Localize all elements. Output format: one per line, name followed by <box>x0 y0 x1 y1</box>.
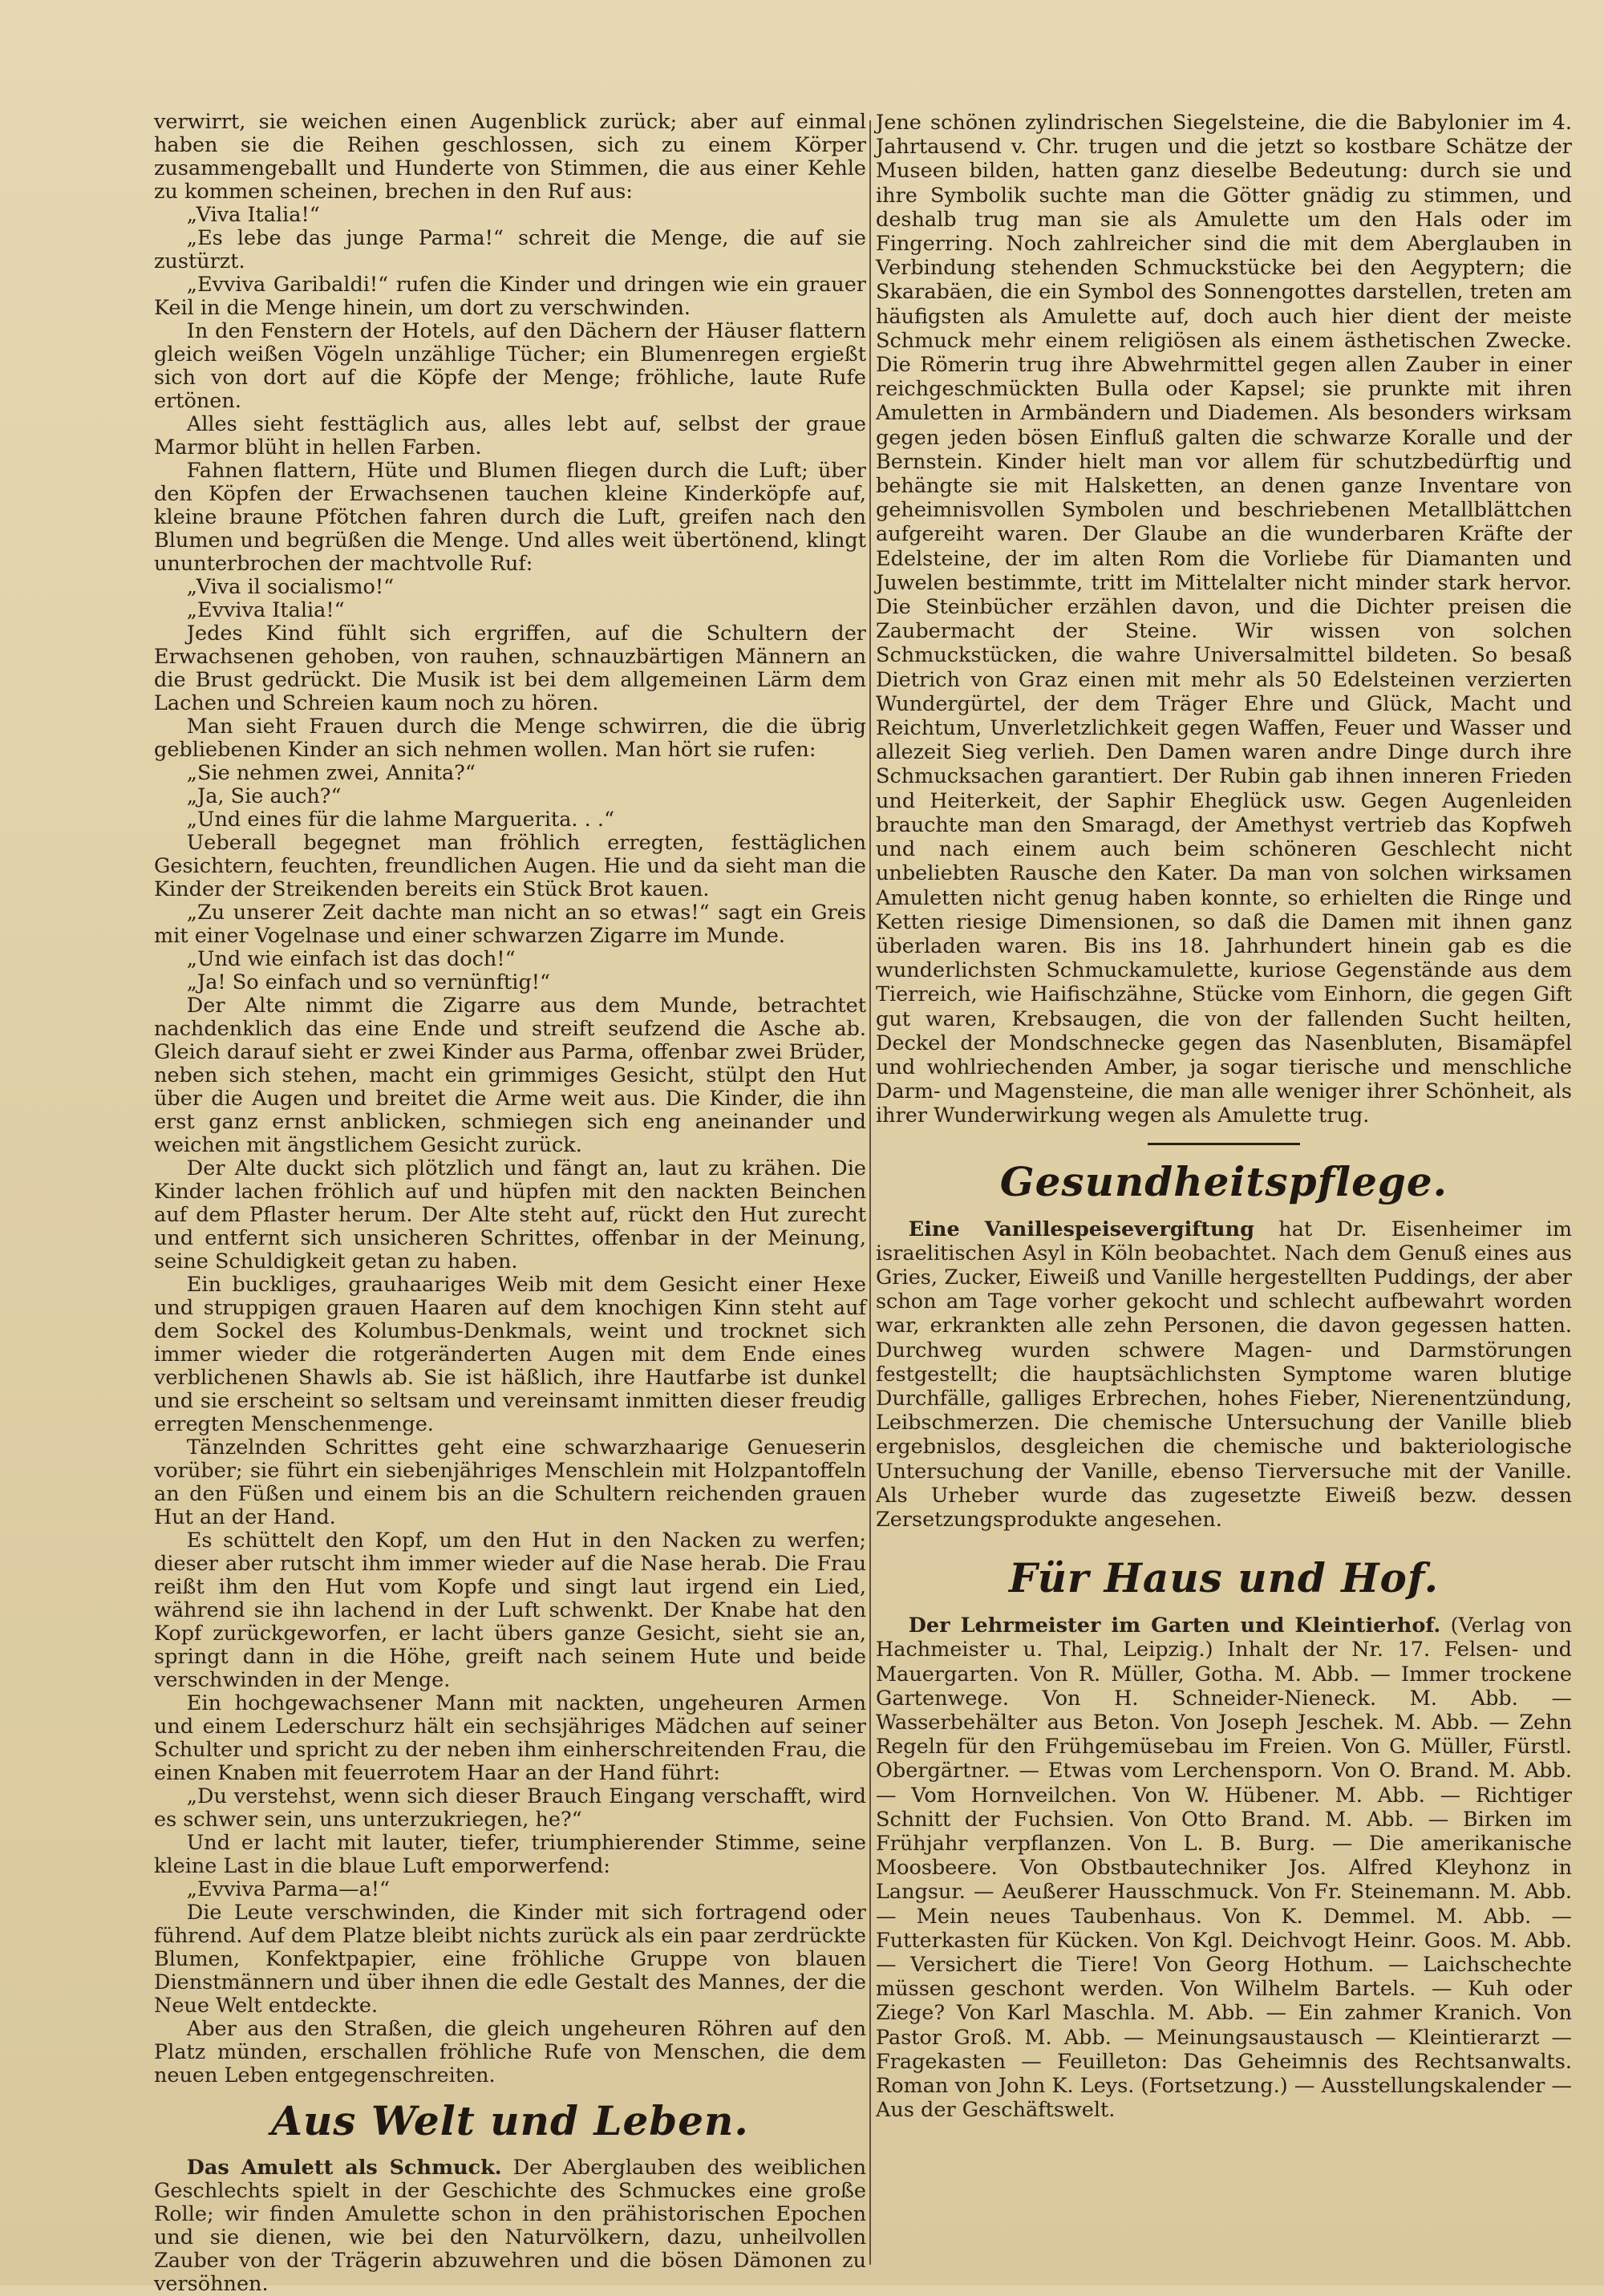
story-paragraph: Aber aus den Straßen, die gleich ungeheuren Röhren auf den Platz münden, erschallen fröhliche Rufe von Menschen, die dem neuen Leben entgegenschreiten. <box>154 2017 866 2087</box>
story-paragraph: „Evviva Parma—a!“ <box>186 1877 391 1901</box>
story-paragraph: Der Alte duckt sich plötzlich und fängt an, laut zu krähen. Die Kinder lachen fröhlich auf und hüpfen mit den nackten Beinchen auf dem Pflaster herum. Der Alte steht auf, rückt den Hut zurecht und entfernt sich unsicheren Schrittes, offenbar in der Meinung, seine Schuldigkeit getan zu haben. <box>154 1156 866 1274</box>
story-paragraph: „Evviva Garibaldi!“ rufen die Kinder und dringen wie ein grauer Keil in die Menge hinein, um dort zu verschwinden. <box>154 273 866 320</box>
story-paragraph: „Sie nehmen zwei, Annita?“ <box>186 761 476 785</box>
lehrmeister-lead: Der Lehrmeister im Garten und Kleintierhof. <box>908 1614 1441 1638</box>
story-paragraph: Man sieht Frauen durch die Menge schwirren, die die übrig gebliebenen Kinder an sich nehmen wollen. Man hört sie rufen: <box>154 715 866 762</box>
section-heading-gesundheitspflege: Gesundheitspflege. <box>999 1157 1448 1205</box>
lehrmeister-paragraph <box>876 1614 1572 2122</box>
story-paragraph: „Es lebe das junge Parma!“ schreit die Menge, die auf sie zustürzt. <box>154 226 866 273</box>
column-divider <box>869 120 871 2265</box>
amulett-paragraph <box>154 2156 866 2296</box>
story-paragraph: In den Fenstern der Hotels, auf den Dächern der Häuser flattern gleich weißen Vögeln unzählige Tücher; ein Blumenregen ergießt sich von dort auf die Köpfe der Menge; fröhliche, laute Rufe ertönen. <box>154 319 866 413</box>
section-heading-fuer-haus-und-hof: Für Haus und Hof. <box>1008 1554 1440 1602</box>
story-paragraph: „Ja, Sie auch?“ <box>186 784 342 808</box>
left-column <box>154 110 866 2296</box>
story-paragraph: Alles sieht festtäglich aus, alles lebt auf, selbst der graue Marmor blüht in hellen Farben. <box>154 412 866 460</box>
story-paragraph: „Viva il socialismo!“ <box>186 575 395 599</box>
story-paragraph: Es schüttelt den Kopf, um den Hut in den Nacken zu werfen; dieser aber rutscht ihm immer wieder auf die Nase herab. Die Frau reißt ihm den Hut vom Kopfe und singt laut irgend ein Lied, während sie ihn lachend in der Luft schwenkt. Der Knabe hat den Kopf zurückgeworfen, er lacht übers ganze Gesicht, sieht sie an, springt dann in die Höhe, greift nach seinem Hute und beide verschwinden in der Menge. <box>154 1529 866 1692</box>
story-paragraph: Und er lacht mit lauter, tiefer, triumphierender Stimme, seine kleine Last in die blaue Luft emporwerfend: <box>154 1831 866 1878</box>
lehrmeister-text: (Verlag von Hachmeister u. Thal, Leipzig.) Inhalt der Nr. 17. Felsen- und Mauergarten. Von R. Müller, Gotha. M. Abb. — Immer trockene Gartenwege. Von H. Schneider-Nieneck. M. Abb. — Wasserbehälter aus Beton. Von Joseph Jeschek. M. Abb. — Zehn Regeln für den Frühgemüsebau im Freien. Von G. Müller, Fürstl. Obergärtner. — Etwas vom Lerchensporn. Von O. Brand. M. Abb. — Vom Hornveilchen. Von W. Hübener. M. Abb. — Richtiger Schnitt der Fuchsien. Von Otto Brand. M. Abb. — Birken im Frühjahr verpflanzen. Von L. B. Burg. — Die amerikanische Moosbeere. Von Obstbautechniker Jos. Alfred Kleyhonz in Langsur. — Aeußerer Hausschmuck. Von Fr. Steinemann. M. Abb. — Mein neues Taubenhaus. Von K. Demmel. M. Abb. — Futterkasten für Kücken. Von Kgl. Deichvogt Heinr. Goos. M. Abb. — Versichert die Tiere! Von Georg Hothum. — Laichschechte müssen geschont werden. Von Wilhelm Bartels. — Kuh oder Ziege? Von Karl Maschla. M. Abb. — Ein zahmer Kranich. Von Pastor Groß. M. Abb. — Meinungsaustausch — Kleintierarzt — Fragekasten — Feuilleton: Das Geheimnis des Rechtsanwalts. Roman von John K. Leys. (Fortsetzung.) — Ausstellungskalender — Aus der Geschäftswelt. <box>876 1614 1573 2123</box>
story-paragraph: Der Alte nimmt die Zigarre aus dem Munde, betrachtet nachdenklich das eine Ende und streift seufzend die Asche ab. Gleich darauf sieht er zwei Kinder aus Parma, offenbar zwei Brüder, neben sich stehen, macht ein grimmiges Gesicht, stülpt den Hut über die Augen und breitet die Arme weit aus. Die Kinder, die ihn erst ganz ernst anblicken, schmiegen sich eng aneinander und weichen mit ängstlichem Gesicht zurück. <box>154 994 866 1157</box>
story-paragraph: „Evviva Italia!“ <box>186 598 345 622</box>
right-column <box>876 111 1572 2270</box>
vanille-lead: Eine Vanillespeisevergiftung <box>908 1217 1254 1241</box>
story-paragraph: „Und eines für die lahme Marguerita. . .“ <box>186 808 614 832</box>
story-paragraph: „Und wie einfach ist das doch!“ <box>186 947 516 971</box>
amulett-lead: Das Amulett als Schmuck. <box>186 2156 502 2180</box>
story-paragraph: „Du verstehst, wenn sich dieser Brauch Eingang verschafft, wird es schwer sein, uns unterzukriegen, he?“ <box>154 1784 866 1832</box>
story-paragraph: Jedes Kind fühlt sich ergriffen, auf die Schultern der Erwachsenen gehoben, von rauhen, schnauzbärtigen Männern an die Brust gedrückt. Die Musik ist bei dem allgemeinen Lärm dem Lachen und Schreien kaum noch zu hören. <box>154 622 866 715</box>
story-paragraph: Tänzelnden Schrittes geht eine schwarzhaarige Genueserin vorüber; sie führt ein siebenjähriges Menschlein mit Holzpantoffeln an den Füßen und einem bis an die Schultern reichenden grauen Hut an der Hand. <box>154 1436 866 1529</box>
story-paragraph: „Ja! So einfach und so vernünftig!“ <box>186 970 551 994</box>
vanille-text: hat Dr. Eisenheimer im israelitischen Asyl in Köln beobachtet. Nach dem Genuß eines aus Gries, Zucker, Eiweiß und Vanille hergestellten Puddings, der aber schon am Tage vorher gekocht und schlecht aufbewahrt worden war, erkrankten alle zehn Personen, die davon gegessen hatten. Durchweg wurden schwere Magen- und Darmstörungen festgestellt; die hauptsächlichsten Symptome waren blutige Durchfälle, galliges Erbrechen, hohes Fieber, Nierenentzündung, Leibschmerzen. Die chemische Untersuchung der Vanille blieb ergebnislos, desgleichen die chemische und bakteriologische Untersuchung der Vanille, ebenso Tierversuche mit der Vanille. Als Urheber wurde das zugesetzte Eiweiß bezw. dessen Zersetzungsprodukte angesehen. <box>876 1217 1573 1532</box>
story-paragraph: Die Leute verschwinden, die Kinder mit sich fortragend oder führend. Auf dem Platze bleibt nichts zurück als ein paar zerdrückte Blumen, Konfektpapier, eine fröhliche Gruppe von blauen Dienstmännern und über ihnen die edle Gestalt des Mannes, der die Neue Welt entdeckte. <box>154 1901 866 2018</box>
section-gap <box>876 1532 1572 1545</box>
amulett-text: Der Aberglauben des weiblichen Geschlechts spielt in der Geschichte des Schmuckes eine große Rolle; wir finden Amulette schon in den prähistorischen Epochen und sie dienen, wie bei den Naturvölkern, dazu, unheilvollen Zauber von der Trägerin abzuwehren und die bösen Dämonen zu versöhnen. <box>154 2156 866 2296</box>
amulett-continuation: Jene schönen zylindrischen Siegelsteine, die die Babylonier im 4. Jahrtausend v. Chr. trugen und die jetzt so kostbare Schätze der Museen bilden, hatten ganz dieselbe Bedeutung: durch sie und ihre Symbolik suchte man die Götter gnädig zu stimmen, und deshalb trug man sie als Amulette um den Hals oder im Fingerring. Noch zahlreicher sind die mit dem Aberglauben in Verbindung stehenden Schmuckstücke bei den Aegyptern; die Skarabäen, die ein Symbol des Sonnengottes darstellen, treten am häufigsten als Amulette auf, doch auch hier dient der meiste Schmuck mehr einem religiösen als einem ästhetischen Zwecke. Die Römerin trug ihre Abwehrmittel gegen allen Zauber in einer reichgeschmückten Bulla oder Kapsel; sie prunkte mit ihren Amuletten in Armbändern und Diademen. Als besonders wirksam gegen jeden bösen Einfluß galten die schwarze Koralle und der Bernstein. Kinder hielt man vor allem für schutzbedürftig und behängte sie mit Halsketten, an denen ganze Inventare von geheimnisvollen Symbolen und beschriebenen Metallblättchen aufgereiht waren. Der Glaube an die wunderbaren Kräfte der Edelsteine, der im alten Rom die Vorliebe für Diamanten und Juwelen bestimmte, tritt im Mittelalter nicht minder stark hervor. Die Steinbücher erzählen davon, und die Dichter preisen die Zaubermacht der Steine. Wir wissen von solchen Schmuckstücken, die wahre Universalmittel bildeten. So besaß Dietrich von Graz einen mit mehr als 50 Edelsteinen verzierten Wundergürtel, der dem Träger Ehre und Glück, Macht und Reichtum, Unverletzlichkeit gegen Waffen, Feuer und Wasser und allezeit Sieg verlieh. Den Damen waren andre Dinge durch ihre Schmucksachen garantiert. Der Rubin gab ihnen inneren Frieden und Heiterkeit, der Saphir Eheglück usw. Gegen Augenleiden brauchte man den Smaragd, der Amethyst vertrieb das Kopfweh und nach einem auch beim schöneren Geschlecht nicht unbeliebten Rausche den Kater. Da man von solchen wirksamen Amuletten nicht genug haben konnte, so erhielten die Ringe und Ketten riesige Dimensionen, so daß die Damen mit ihnen ganz überladen waren. Bis ins 18. Jahrhundert hinein gab es die wunderlichsten Schmuckamulette, kuriose Gegenstände aus dem Tierreich, wie Haifischzähne, Stücke vom Einhorn, die gegen Gift gut waren, Krebsaugen, die von der fallenden Sucht heilten, Deckel der Mondschnecke gegen das Nasenbluten, Bisamäpfel und wohlriechenden Amber, ja sogar tierische und menschliche Darm- und Magensteine, die man alle weniger ihrer Schönheit, als ihrer Wunderwirkung wegen als Amulette trug. <box>876 111 1572 1128</box>
story-paragraph: verwirrt, sie weichen einen Augenblick zurück; aber auf einmal haben sie die Reihen geschlossen, sich zu einem Körper zusammengeballt und Hunderte von Stimmen, die aus einer Kehle zu kommen scheinen, brechen in den Ruf aus: <box>154 110 866 204</box>
story-paragraph: Ueberall begegnet man fröhlich erregten, festtäglichen Gesichtern, feuchten, freundlichen Augen. Hie und da sieht man die Kinder der Streikenden bereits ein Stück Brot kauen. <box>154 831 866 901</box>
story-paragraph: Fahnen flattern, Hüte und Blumen fliegen durch die Luft; über den Köpfen der Erwachsenen tauchen kleine Kinderköpfe auf, kleine braune Pfötchen fahren durch die Luft, greifen nach den Blumen und begrüßen die Menge. Und alles weit übertönend, klingt ununterbrochen der machtvolle Ruf: <box>154 459 866 576</box>
story-paragraph: „Zu unserer Zeit dachte man nicht an so etwas!“ sagt ein Greis mit einer Vogelnase und einer schwarzen Zigarre im Munde. <box>154 901 866 948</box>
vanille-paragraph <box>876 1217 1572 1533</box>
story-paragraph: Ein hochgewachsener Mann mit nackten, ungeheuren Armen und einem Lederschurz hält ein sechsjähriges Mädchen auf seiner Schulter und spricht zu der neben ihm einherschreitenden Frau, die einen Knaben mit feuerrotem Haar an der Hand führt: <box>154 1691 866 1785</box>
story-paragraph: „Viva Italia!“ <box>186 203 320 227</box>
section-rule <box>1148 1143 1300 1145</box>
section-heading-aus-welt-und-leben: Aus Welt und Leben. <box>271 2097 749 2144</box>
story-paragraph: Ein buckliges, grauhaariges Weib mit dem Gesicht einer Hexe und struppigen grauen Haaren auf dem knochigen Kinn steht auf dem Sockel des Kolumbus-Denkmals, weint und trocknet sich immer wieder die rotgeränderten Augen mit dem Ende eines verblichenen Shawls ab. Sie ist häßlich, ihre Hautfarbe ist dunkel und sie erscheint so seltsam und vereinsamt inmitten dieser freudig erregten Menschenmenge. <box>154 1273 866 1436</box>
